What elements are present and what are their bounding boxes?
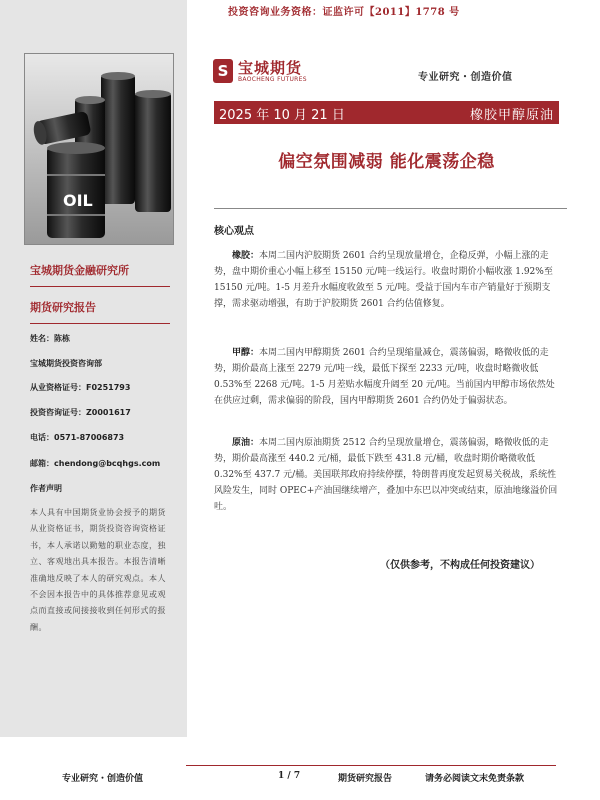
license-label: 从业资格证号： bbox=[30, 382, 86, 392]
logo-english-name: BAOCHENG FUTURES bbox=[238, 76, 307, 83]
phone-label: 电话： bbox=[30, 432, 54, 442]
email-line[interactable] bbox=[30, 458, 160, 469]
oil-barrels-illustration bbox=[25, 54, 173, 244]
department: 宝城期货投资咨询部 bbox=[30, 358, 102, 368]
report-topic: 橡胶甲醇原油 bbox=[469, 108, 554, 123]
author-label: 姓名： bbox=[30, 333, 54, 343]
statement-title: 作者声明 bbox=[30, 483, 62, 493]
page-number: 1 / 7 bbox=[278, 771, 301, 781]
investment-disclaimer: （仅供参考，不构成任何投资建议） bbox=[380, 560, 540, 571]
date-topic-bar bbox=[214, 101, 559, 124]
license-notice: 投资咨询业务资格：证监许可【2011】1778 号 bbox=[228, 7, 460, 18]
crude-oil-paragraph bbox=[214, 435, 559, 515]
institute-name: 宝城期货金融研究所 bbox=[30, 264, 129, 277]
methanol-paragraph bbox=[214, 345, 559, 409]
sidebar-divider bbox=[30, 323, 170, 324]
author-name: 陈栋 bbox=[54, 333, 70, 343]
author-statement: 本人具有中国期货业协会授予的期货从业资格证书，期货投资咨询资格证书，本人承诺以勤勉的职业态度，独立、客观地出具本报告。本报告清晰准确地反映了本人的研究观点。本人不会因本报告中的具体推荐意见或观点而直接或间接接收到任何形式的报酬。 bbox=[30, 508, 166, 632]
rubber-label: 橡胶： bbox=[232, 251, 260, 261]
author-line bbox=[30, 333, 70, 344]
methanol-text: 本周二国内甲醇期货 2601 合约呈现缩量减仓，震荡偏弱，略微收低的走势，期价最高上涨至 2279 元/吨一线，最低下探至 2233 元/吨，收盘时略微收低 0.53%至 2268 元/吨。1-5 月差贴水幅度升阔至 20 元/吨。当前国内甲醇市场依然处在供应过剩，需求偏弱的阶段，国内甲醇期货 2601 合约仍处于偏弱状态。 bbox=[214, 348, 555, 406]
footer-notice: 请务必阅读文末免责条款 bbox=[425, 774, 525, 784]
email-label: 邮箱： bbox=[30, 458, 54, 468]
header-slogan: 专业研究・创造价值 bbox=[418, 72, 513, 83]
company-logo bbox=[213, 57, 343, 87]
advisor-line bbox=[30, 407, 131, 418]
core-view-title: 核心观点 bbox=[214, 226, 254, 237]
crude-oil-text: 本周二国内原油期货 2512 合约呈现放量增仓，震荡偏弱，略微收低的走势，期价最高涨至 440.2 元/桶，最低下跌至 431.8 元/桶，收盘时期价略微收低 0.32%至 437.7 元/桶。美国联邦政府持续停摆，特朗普再度发起贸易关税战，系统性风险发生，同时 OPEC+产油国继续增产，叠加中东巴以冲突或结束，原油地缘溢价回吐。 bbox=[214, 438, 558, 512]
barrel-label: OIL bbox=[63, 191, 93, 210]
footer-divider bbox=[186, 765, 556, 766]
advisor-number: Z0001617 bbox=[86, 408, 131, 417]
methanol-label: 甲醇： bbox=[232, 348, 260, 358]
email-address[interactable]: chendong@bcqhgs.com bbox=[54, 459, 161, 468]
oil-barrels-photo bbox=[24, 53, 174, 245]
rubber-paragraph bbox=[214, 248, 559, 312]
report-headline: 偏空氛围减弱 能化震荡企稳 bbox=[278, 152, 495, 172]
phone-line bbox=[30, 432, 124, 443]
footer-slogan: 专业研究・创造价值 bbox=[62, 774, 144, 784]
license-number: F0251793 bbox=[86, 383, 131, 392]
report-date: 2025 年 10 月 21 日 bbox=[219, 108, 345, 123]
headline-divider bbox=[214, 208, 567, 209]
logo-chinese-name: 宝城期货 bbox=[238, 59, 303, 77]
report-type: 期货研究报告 bbox=[30, 301, 96, 314]
sidebar-divider bbox=[30, 286, 170, 287]
advisor-label: 投资咨询证号： bbox=[30, 407, 86, 417]
footer-report-type: 期货研究报告 bbox=[338, 774, 393, 784]
phone-number: 0571-87006873 bbox=[54, 433, 125, 442]
logo-mark-icon: S bbox=[213, 59, 233, 83]
crude-oil-label: 原油： bbox=[232, 438, 260, 448]
rubber-text: 本周二国内沪胶期货 2601 合约呈现放量增仓，企稳反弹，小幅上涨的走势，盘中期价重心小幅上移至 15150 元/吨一线运行。收盘时期价小幅收涨 1.92%至 15150 元/吨。1-5 月差升水幅度收敛至 5 元/吨。受益于国内车市产销量好于预期支撑，需求驱动增强，有助于沪胶期货 2601 合约估值修复。 bbox=[214, 251, 553, 309]
license-line bbox=[30, 382, 130, 393]
